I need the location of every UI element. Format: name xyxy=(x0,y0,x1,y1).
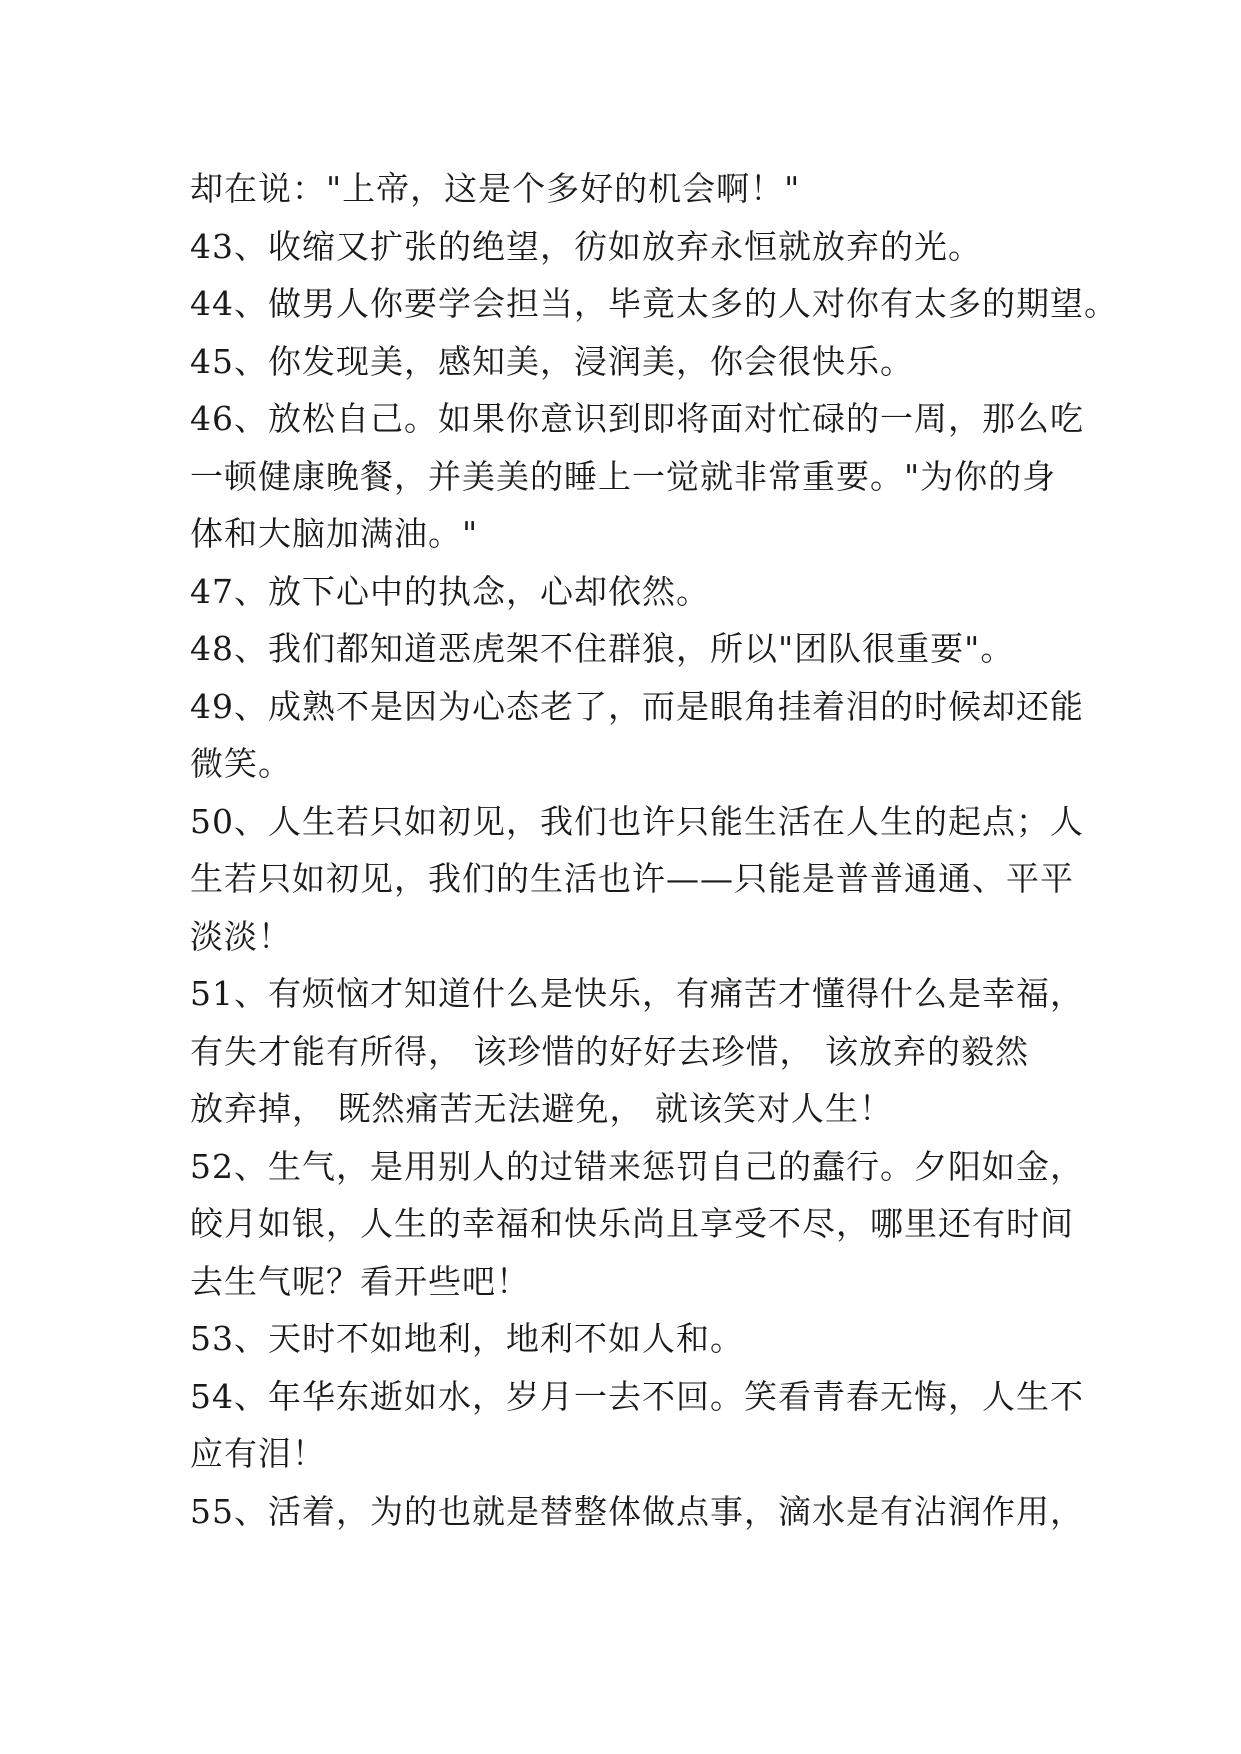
text-line: 皎月如银，人生的幸福和快乐尚且享受不尽，哪里还有时间 xyxy=(190,1204,1074,1243)
text-line: 却在说："上帝，这是个多好的机会啊！" xyxy=(190,169,801,208)
text-line: 有失才能有所得， 该珍惜的好好去珍惜， 该放弃的毅然 xyxy=(190,1031,1029,1071)
text-line: 44、做男人你要学会担当，毕竟太多的人对你有太多的期望。 xyxy=(190,284,1118,323)
text-line: 45、你发现美，感知美，浸润美，你会很快乐。 xyxy=(190,341,914,381)
text-line: 48、我们都知道恶虎架不住群狼，所以"团队很重要"。 xyxy=(190,629,1015,668)
text-line: 应有泪！ xyxy=(190,1434,326,1473)
text-line: 49、成熟不是因为心态老了，而是眼角挂着泪的时候却还能 xyxy=(190,686,1084,726)
text-line: 52、生气，是用别人的过错来惩罚自己的蠢行。夕阳如金， xyxy=(190,1146,1084,1186)
text-line: 54、年华东逝如水，岁月一去不回。笑看青春无悔，人生不 xyxy=(190,1376,1084,1416)
text-line: 43、收缩又扩张的绝望，彷如放弃永恒就放弃的光。 xyxy=(190,226,982,266)
text-line: 体和大脑加满油。" xyxy=(190,514,479,553)
document-body xyxy=(190,160,1118,1540)
text-line: 一顿健康晚餐，并美美的睡上一觉就非常重要。"为你的身 xyxy=(190,456,1057,496)
text-line: 55、活着，为的也就是替整体做点事，滴水是有沾润作用， xyxy=(190,1491,1084,1531)
text-line: 微笑。 xyxy=(190,744,292,783)
text-line: 47、放下心中的执念，心却依然。 xyxy=(190,571,710,611)
text-line: 50、人生若只如初见，我们也许只能生活在人生的起点；人 xyxy=(190,801,1084,841)
text-line: 生若只如初见，我们的生活也许——只能是普普通通、平平 xyxy=(190,859,1074,898)
text-line: 51、有烦恼才知道什么是快乐，有痛苦才懂得什么是幸福， xyxy=(190,974,1084,1013)
text-line: 46、放松自己。如果你意识到即将面对忙碌的一周，那么吃 xyxy=(190,399,1084,438)
text-line: 放弃掉， 既然痛苦无法避免， 就该笑对人生！ xyxy=(190,1089,893,1128)
text-line: 53、天时不如地利，地利不如人和。 xyxy=(190,1319,744,1358)
text-line: 淡淡！ xyxy=(190,916,292,956)
text-line: 去生气呢？看开些吧！ xyxy=(190,1261,530,1301)
